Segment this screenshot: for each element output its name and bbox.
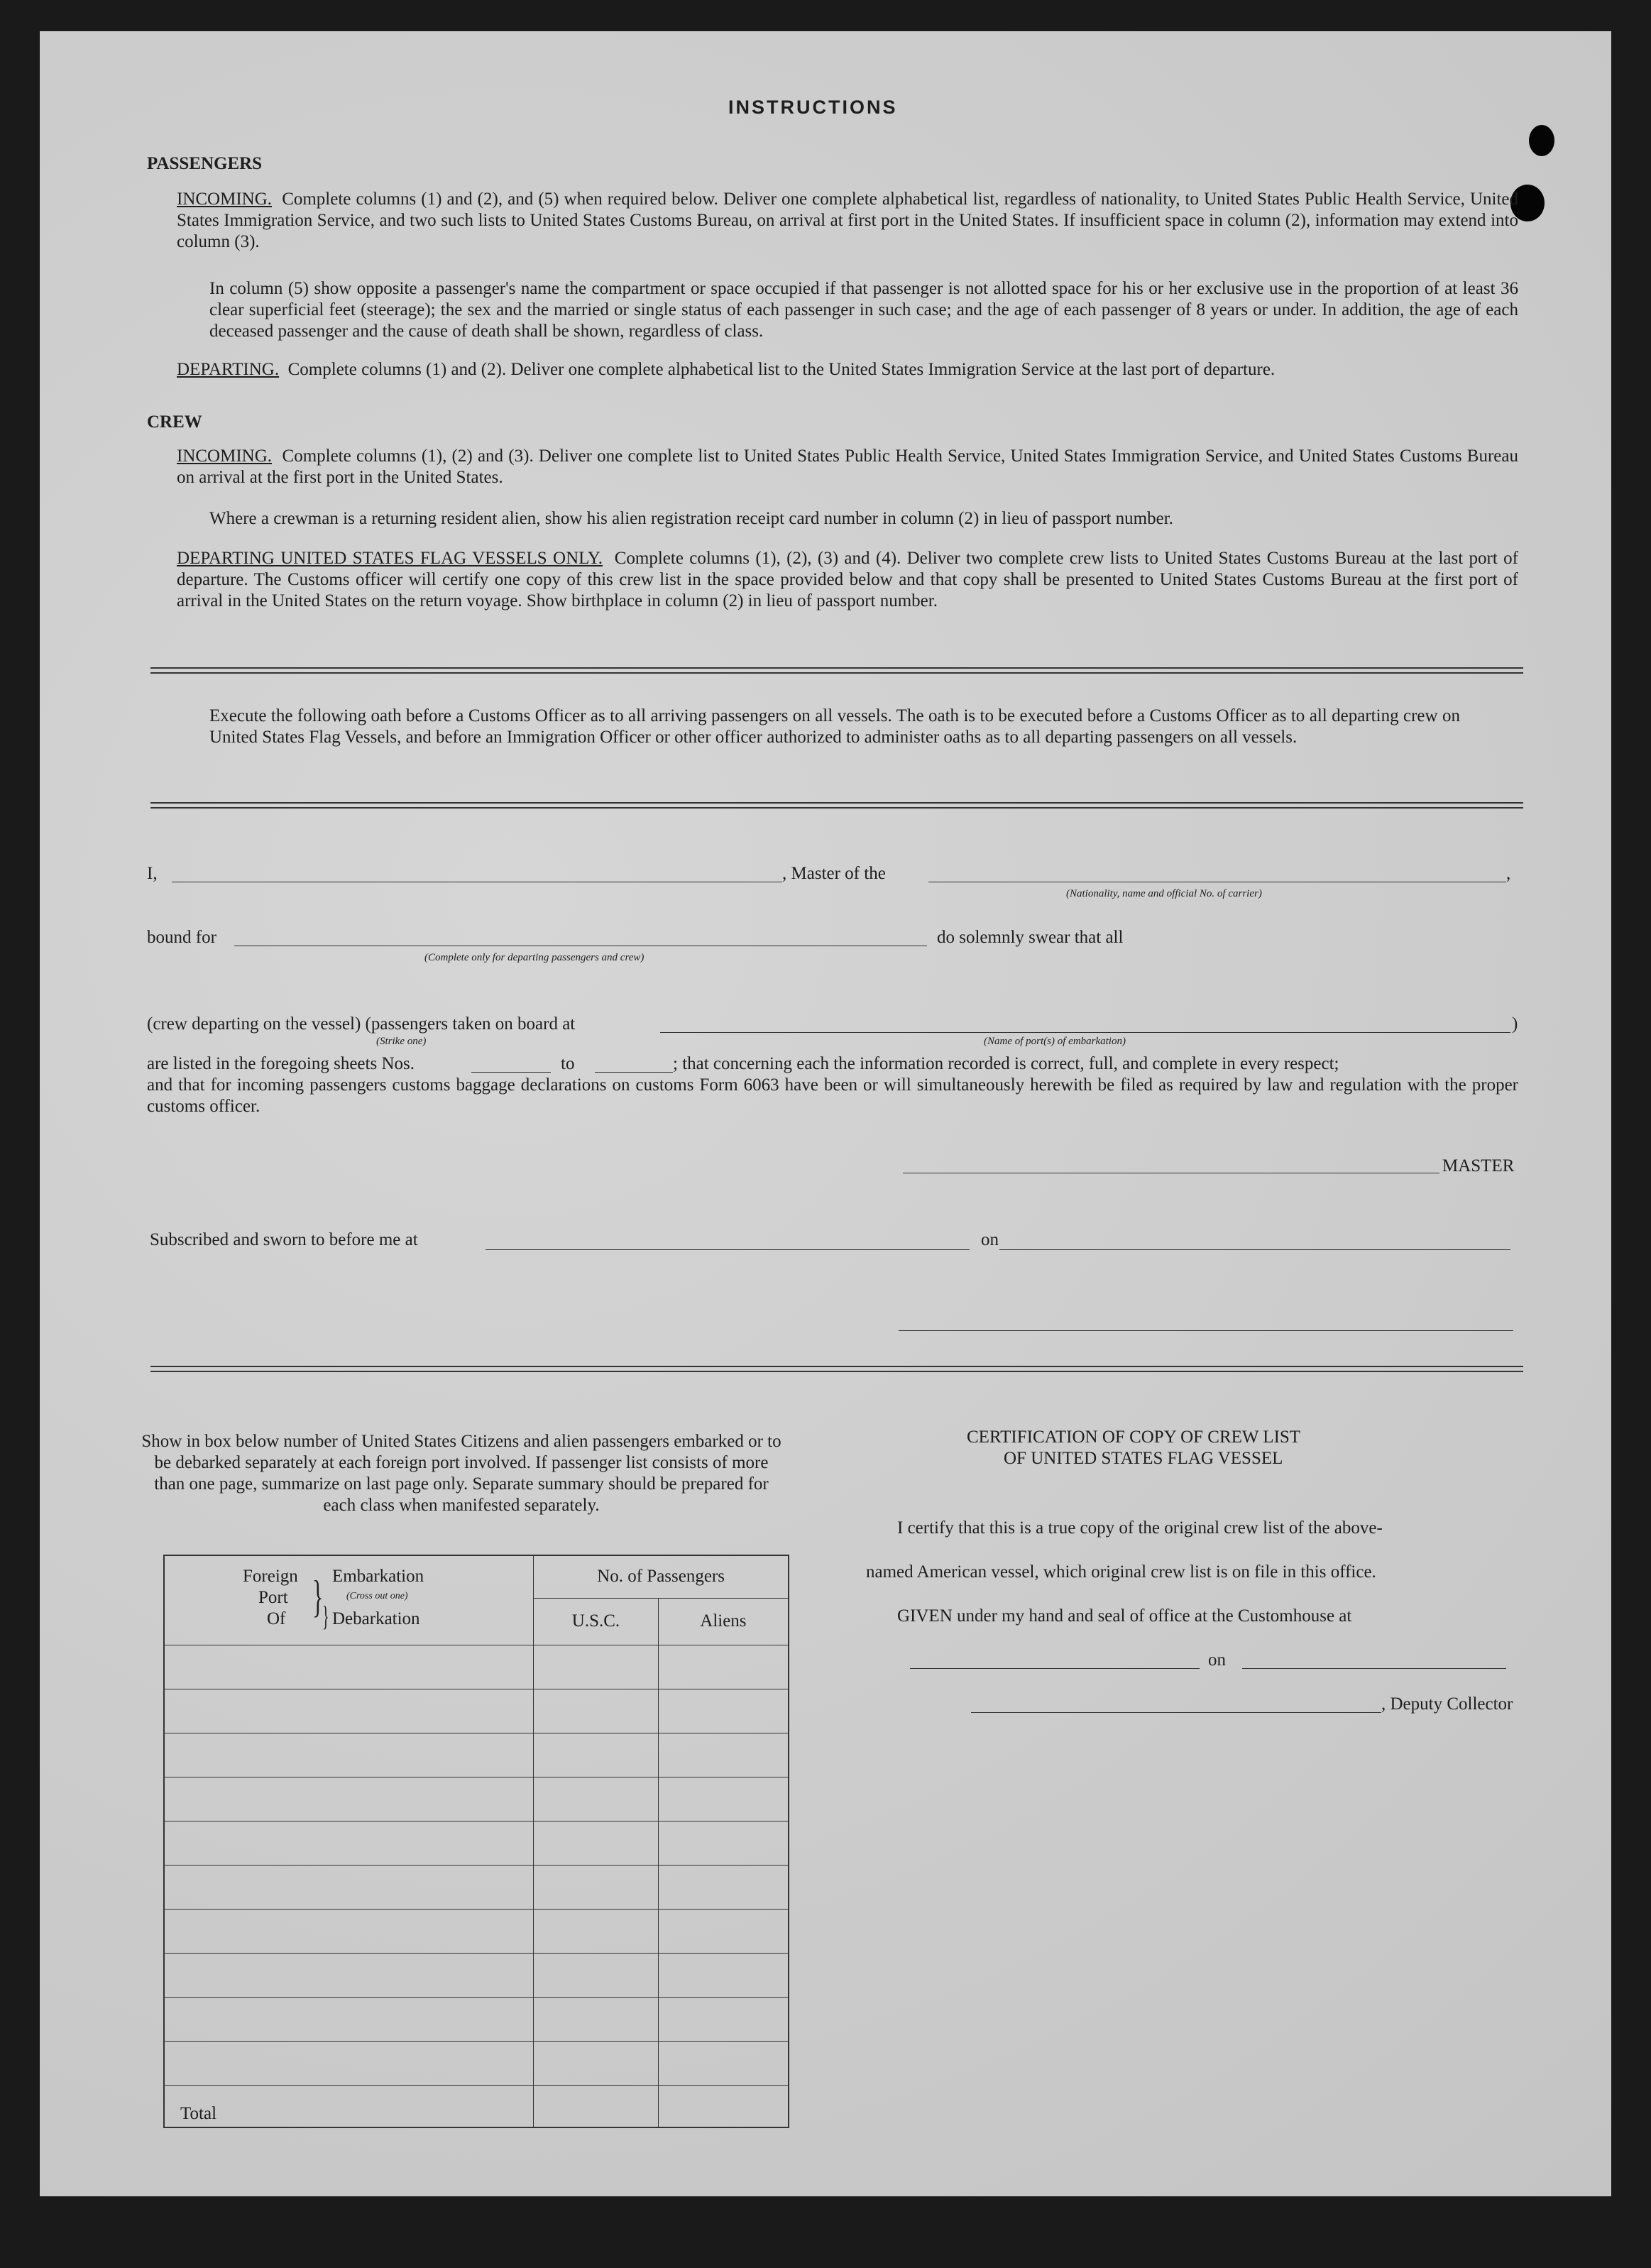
oath-instructions: Execute the following oath before a Customs Officer as to all arriving passengers on all vessels. The oath is to be executed before a Customs Officer as to all departing crew on United States Flag Vessels, and before an Immigration Officer or other officer authorized to administer oaths as to all departing passengers on all vessels. xyxy=(209,706,1460,747)
officer-signature-line[interactable] xyxy=(899,1330,1513,1331)
port-cell[interactable] xyxy=(164,1997,534,2041)
subscribed-label: Subscribed and sworn to before me at xyxy=(150,1230,418,1249)
crewman-paragraph: Where a crewman is a returning resident alien, show his alien registration receipt card number in column (2) in lieu of passport number. xyxy=(209,509,1173,528)
strike-caption: (Strike one) xyxy=(376,1036,427,1047)
usc-cell[interactable] xyxy=(534,1777,659,1821)
certification-heading: CERTIFICATION OF COPY OF CREW LIST xyxy=(967,1428,1301,1447)
usc-cell[interactable] xyxy=(534,2041,659,2085)
brace-left: } xyxy=(312,1571,324,1621)
master-of-label: , Master of the xyxy=(782,864,886,883)
departing-flag-paragraph xyxy=(177,548,1518,612)
customhouse-line[interactable] xyxy=(910,1668,1200,1669)
no-passengers-header: No. of Passengers xyxy=(534,1555,789,1598)
baggage-declaration-text: and that for incoming passengers customs baggage declarations on customs Form 6063 have been or will simultaneously herewith be filed as required by law and regulation with the proper customs officer. xyxy=(147,1075,1518,1116)
incoming-text: Complete columns (1) and (2), and (5) when required below. Deliver one complete alphabetical list, regardless of nationality, to United States Public Health Service, United States Immigration Service, and two such lists to United States Customs Bureau, on arrival at first port in the United States. If insufficient space in column (2), information may extend into column (3). xyxy=(177,190,1518,251)
aliens-cell[interactable] xyxy=(658,1909,789,1953)
port-cell[interactable] xyxy=(164,1821,534,1865)
punch-hole-mark xyxy=(1529,125,1554,156)
usc-cell[interactable] xyxy=(534,1953,659,1997)
port-cell[interactable] xyxy=(164,2041,534,2085)
listed-text: ; that concerning each the information recorded is correct, full, and complete in every respect; xyxy=(673,1054,1339,1073)
swear-label: do solemnly swear that all xyxy=(937,928,1124,947)
instructions-title: INSTRUCTIONS xyxy=(728,97,898,118)
table-row xyxy=(164,1645,789,1689)
aliens-cell[interactable] xyxy=(658,1777,789,1821)
port-cell[interactable] xyxy=(164,1953,534,1997)
complete-caption: (Complete only for departing passengers and crew) xyxy=(424,952,645,963)
port-cell[interactable] xyxy=(164,1909,534,1953)
table-row xyxy=(164,2041,789,2085)
crew-incoming-text: Complete columns (1), (2) and (3). Deliver one complete list to United States Public Health Service, United States Immigration Service, and United States Customs Bureau on arrival at the first port in the United States. xyxy=(177,447,1518,487)
debarkation-label: Debarkation xyxy=(332,1609,420,1628)
nationality-caption: (Nationality, name and official No. of carrier) xyxy=(1066,888,1262,899)
given-text: GIVEN under my hand and seal of office at the Customhouse at xyxy=(897,1606,1352,1626)
of-label: Of xyxy=(267,1609,286,1628)
total-aliens-cell[interactable] xyxy=(658,2085,789,2127)
summary-instructions: Show in box below number of United States Citizens and alien passengers embarked or to be debarked separately at each foreign port involved. If passenger list consists of more than one page, summarize on last page only. Separate summary should be prepared for each class when manifested separately. xyxy=(141,1432,781,1515)
aliens-cell[interactable] xyxy=(658,1733,789,1777)
table-row xyxy=(164,1865,789,1909)
passengers-heading: PASSENGERS xyxy=(147,154,263,173)
trailing-comma: , xyxy=(1506,864,1511,883)
departing-flag-text: Complete columns (1), (2), (3) and (4). Deliver two complete crew lists to United States Customs Bureau at the last port of departure. The Customs officer will certify one copy of this crew list in the space provided below and that copy shall be presented to United States Customs Bureau at the first port of arrival in the United States on the return voyage. Show birthplace in column (2) in lieu of passport number. xyxy=(177,549,1518,610)
close-paren: ) xyxy=(1512,1014,1518,1034)
passengers-departing xyxy=(177,359,1518,380)
passenger-summary-table xyxy=(163,1555,789,2128)
master-label: MASTER xyxy=(1442,1156,1515,1176)
usc-cell[interactable] xyxy=(534,1645,659,1689)
ports-line[interactable] xyxy=(660,1032,1510,1033)
total-usc-cell[interactable] xyxy=(534,2085,659,2127)
crew-departing-label: (crew departing on the vessel) (passengers taken on board at xyxy=(147,1014,576,1034)
sworn-place-line[interactable] xyxy=(486,1249,970,1250)
usc-cell[interactable] xyxy=(534,1821,659,1865)
passengers-incoming xyxy=(177,189,1518,253)
deputy-signature-line[interactable] xyxy=(971,1712,1381,1713)
table-row xyxy=(164,1997,789,2041)
port-header-cell xyxy=(164,1555,534,1645)
section-divider xyxy=(150,802,1523,809)
listed-label: are listed in the foregoing sheets Nos. xyxy=(147,1054,415,1073)
sworn-date-line[interactable] xyxy=(999,1249,1510,1250)
usc-cell[interactable] xyxy=(534,1689,659,1733)
aliens-cell[interactable] xyxy=(658,1997,789,2041)
port-label: Port xyxy=(258,1588,288,1607)
aliens-cell[interactable] xyxy=(658,1821,789,1865)
departing-label: DEPARTING. xyxy=(177,360,280,379)
usc-cell[interactable] xyxy=(534,1909,659,1953)
certify-text-1: I certify that this is a true copy of the original crew list of the above- xyxy=(897,1518,1383,1538)
port-cell[interactable] xyxy=(164,1689,534,1733)
sheet-to-line[interactable] xyxy=(595,1072,673,1073)
cross-out-caption: (Cross out one) xyxy=(346,1591,408,1601)
section-divider xyxy=(150,667,1523,674)
certify-text-2: named American vessel, which original crew list is on file in this office. xyxy=(866,1562,1376,1582)
aliens-cell[interactable] xyxy=(658,1953,789,1997)
crew-incoming-label: INCOMING. xyxy=(177,447,273,466)
ports-caption: (Name of port(s) of embarkation) xyxy=(984,1036,1126,1047)
departing-text: Complete columns (1) and (2). Deliver one complete alphabetical list to the United States Immigration Service at the last port of departure. xyxy=(287,360,1276,379)
cert-on-label: on xyxy=(1208,1650,1226,1670)
incoming-label: INCOMING. xyxy=(177,190,273,209)
aliens-cell[interactable] xyxy=(658,1645,789,1689)
usc-cell[interactable] xyxy=(534,1997,659,2041)
usc-cell[interactable] xyxy=(534,1733,659,1777)
form-page xyxy=(40,31,1611,2196)
cert-date-line[interactable] xyxy=(1242,1668,1506,1669)
foreign-label: Foreign xyxy=(243,1567,298,1586)
port-cell[interactable] xyxy=(164,1645,534,1689)
usc-header: U.S.C. xyxy=(534,1598,659,1645)
crew-incoming xyxy=(177,446,1518,488)
sworn-on-label: on xyxy=(981,1230,999,1249)
deputy-collector-label: , Deputy Collector xyxy=(1381,1694,1513,1714)
port-cell[interactable] xyxy=(164,1865,534,1909)
port-cell[interactable] xyxy=(164,1777,534,1821)
total-row xyxy=(164,2085,789,2127)
crew-heading: CREW xyxy=(147,412,202,432)
certification-heading-2: OF UNITED STATES FLAG VESSEL xyxy=(1004,1449,1283,1468)
port-cell[interactable] xyxy=(164,1733,534,1777)
table-row xyxy=(164,1733,789,1777)
table-row xyxy=(164,1821,789,1865)
column5-paragraph: In column (5) show opposite a passenger's name the compartment or space occupied if that passenger is not allotted space for his or her exclusive use in the proportion of at least 36 clear superficial feet (steerage); the sex and the married or single status of each passenger in such case; and the age of each passenger of 8 years or under. In addition, the age of each deceased passenger and the cause of death shall be shown, regardless of class. xyxy=(209,279,1518,341)
section-divider xyxy=(150,1366,1523,1372)
aliens-cell[interactable] xyxy=(658,1865,789,1909)
table-row xyxy=(164,1777,789,1821)
to-label: to xyxy=(561,1054,575,1073)
bound-for-label: bound for xyxy=(147,928,216,947)
table-row xyxy=(164,1909,789,1953)
i-label: I, xyxy=(147,864,158,883)
departing-flag-label: DEPARTING UNITED STATES FLAG VESSELS ONLY. xyxy=(177,549,603,568)
aliens-cell[interactable] xyxy=(658,2041,789,2085)
total-label: Total xyxy=(164,2085,534,2127)
table-row xyxy=(164,1689,789,1733)
table-row xyxy=(164,1953,789,1997)
brace-right: } xyxy=(322,1600,329,1632)
sheet-from-line[interactable] xyxy=(471,1072,551,1073)
aliens-header: Aliens xyxy=(658,1598,789,1645)
embarkation-label: Embarkation xyxy=(332,1567,424,1586)
aliens-cell[interactable] xyxy=(658,1689,789,1733)
usc-cell[interactable] xyxy=(534,1865,659,1909)
